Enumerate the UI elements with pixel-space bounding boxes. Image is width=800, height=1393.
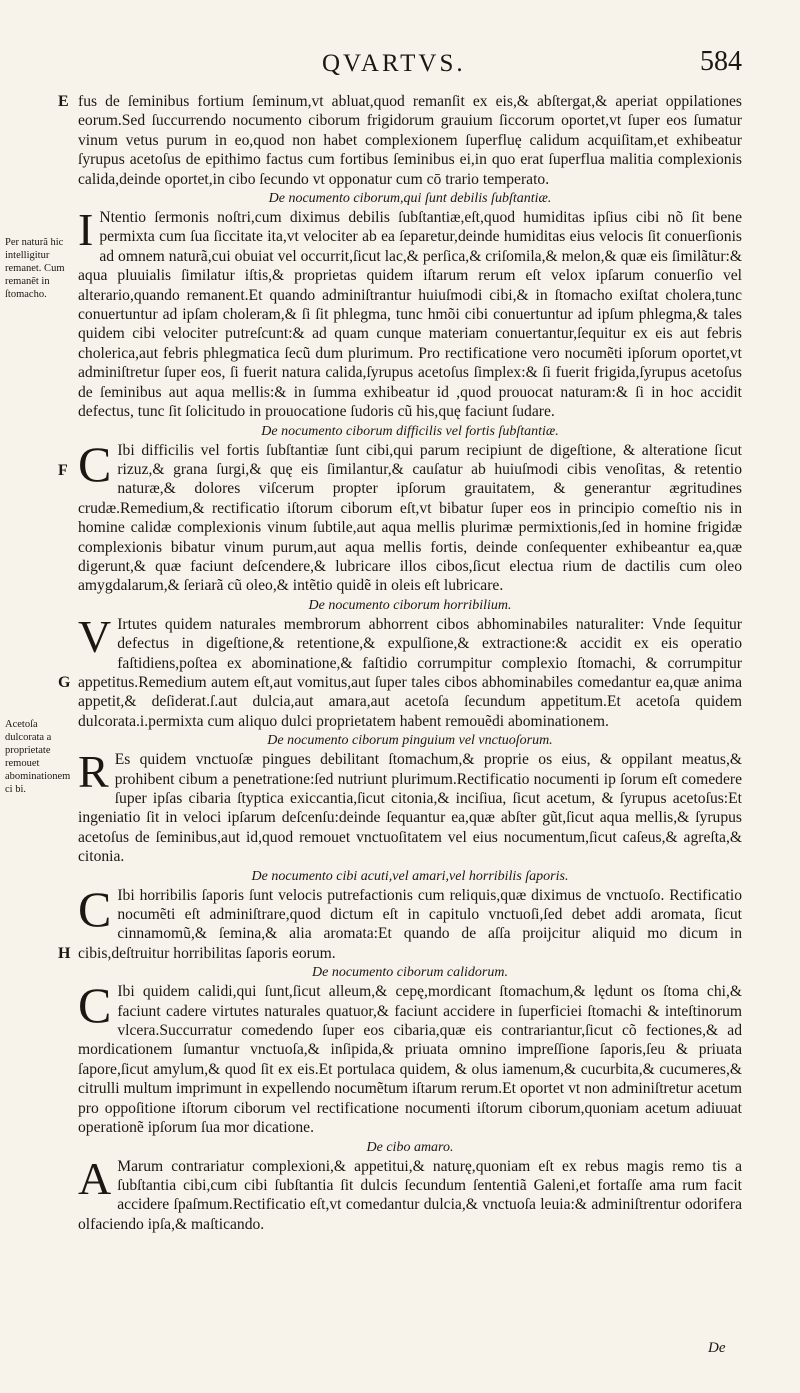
initial-letter: V (78, 610, 112, 662)
initial-letter: A (78, 1152, 112, 1204)
section-heading: De nocumento ciborum,qui ſunt debilis ſubſtantiæ. (268, 191, 552, 207)
margin-note: Per naturã hic intelligitur remanet. Cum remanẽt in ſtomacho. (5, 237, 65, 300)
paragraph (78, 977, 742, 1137)
margin-letter: F (58, 462, 68, 480)
paragraph-text: Irtutes quidem naturales membrorum abhorrent cibos abhominabiles naturaliter: Vnde ſequitur defectus in digeſtione,& retentione,& expulſione,& extractione:& accidit ex eis operatio faſtidiens,poſtea ex abominatione,& faſtidio corrumpitur complexio ſtomachi, & corrumpitur appetitus.Remedium autem eſt,aut vomitus,aut ſuper tales cibos abhominabiles comedantur ea,quæ anima appetit,& deſiderat.ſ.aut dulcia,aut amara,aut acetoſa ſecundum appetitum.Et acetoſa quidem dulcorata.i.permixta cum aliquo dulci proprietatem habent remouẽdi abominationem. (78, 615, 742, 730)
catchword: De (708, 1340, 726, 1356)
paragraph (78, 1152, 742, 1235)
page-number: 584 (700, 46, 742, 77)
paragraph (78, 435, 742, 596)
section-heading: De cibo amaro. (366, 1139, 454, 1155)
paragraph-text: fus de ſeminibus fortium ſeminum,vt abluat,quod remanſit ex eis,& abſtergat,& aperiat oppilationes eorum.Sed ſuccurrendo nocumento ciborum frigidorum grauium ſiccorum oportet,vt ſuper eos ſumatur vinum vetus purum in eo,quod non habet complexionem ſuperfluę calidum acquiſitam,et exhibeatur ſyrupus acetoſus de epithimo factus cum fortibus ſeminibus ei,in quo erat ſuperflua malitia complexionis calida,deinde oportet,in cibo ſecundo vt opponatur cum cō trario temperato. (78, 93, 742, 188)
section-heading: De nocumento ciborum pinguium vel vnctuoſorum. (267, 733, 553, 749)
initial-letter: I (78, 204, 94, 256)
paragraph-text: Marum contrariatur complexioni,& appetitui,& naturę,quoniam eſt ex rebus magis remo tis a ſubſtantia cibi,cum cibi ſubſtantia ſit dulcis ſecundum ſententiã Galeni,et fortaſſe ama rum facit accidere ſpaſmum.Rectificatio eſt,vt comedantur dulcia,& vnctuoſa leuia:& adminiſtrentur odorifera olfaciendo ipſa,& maſticando. (78, 1157, 742, 1233)
initial-letter: R (78, 746, 109, 798)
section-heading: De nocumento ciborum difficilis vel fortis ſubſtantiæ. (261, 423, 559, 439)
margin-letter: E (58, 93, 69, 110)
initial-letter: C (78, 435, 112, 492)
paragraph-text: Ibi horribilis ſaporis ſunt velocis putrefactionis cum reliquis,quæ diximus de vnctuoſo. Rectificatio nocumẽti eſt adminiſtrare,quod dictum eſt in capitulo vnctuoſi,ſed debet addi aromata, ſicut cinnamomũ,& ſemina,& alia aromata:Et quando de aſſa proijcitur aliquid mo dicum in cibis,deſtruitur horribilitas ſaporis eorum. (78, 886, 742, 962)
initial-letter: C (78, 977, 112, 1034)
margin-note: Acetoſa dulcorata a proprietate remouet abominationem ci bi. (5, 719, 71, 795)
paragraph-text: Es quidem vnctuoſæ pingues debilitant ſtomachum,& proprie os eius, & oppilant meatus,& prohibent cibum a penetratione:ſed nutriunt plurimum.Rectificatio nocumenti ip ſorum eſt comedere ſuper ipſas cibaria ſtyptica exiccantia,ſicut citonia,& inciſiua, ſicut acetum, & ſyrupus acetoſus:Et ingeniatio ſit in veloci ipſarum deſcenſu:deinde ſequantur ea,quæ abſter gũt,ſicut aqua mellis,& ſyrupus acetoſus de ſeminibus,aut id,quod remouet vnctuoſitatem vel eius nocumentum,ſicut caſeus,& agreſta,& citonia. (78, 751, 742, 866)
margin-letter: G (58, 673, 71, 691)
paragraph (58, 880, 742, 964)
running-head: QVARTVS. (322, 50, 466, 77)
paragraph (58, 92, 742, 189)
paragraph-text: Ibi quidem calidi,qui ſunt,ſicut alleum,& cepę,mordicant ſtomachum,& lędunt os ſtoma chi,& faciunt cadere virtutes naturales quatuor,& faciunt accidere in ſuperficiei ſtomachi & inteſtinorum vlcera.Succurratur comedendo ſuper eos cibaria,quæ eis contrariantur,ſicut cõ fectiones,& ad mordicationem ſumantur vnctuoſa,& inſipida,& priuata omnino impreſſione ſaporis,ſeu & priuata ſapore,ſicut amylum,& quod ſit ex eis.Et portulaca quidem, & olus iamenum,& cucurbita,& cucumeres,& citrulli multum imprimunt in expellendo nocumẽtum iſtarum rerum.Et oportet vt non adminiſtretur acetum pro oppoſitione iſtorum ciborum vel rectificatione nocumenti iſtorum ciborum,quoniam acetum adiuuat operationẽ ipſorum ſua mor dicatione. (78, 983, 742, 1137)
section-heading: De nocumento ciborum calidorum. (312, 965, 508, 981)
section-heading: De nocumento ciborum horribilium. (308, 597, 512, 613)
margin-letter: H (58, 944, 71, 962)
initial-letter: C (78, 880, 112, 937)
paragraph (78, 746, 742, 866)
main-text-column (58, 92, 742, 1234)
section-heading: De nocumento cibi acuti,vel amari,vel horribilis ſaporis. (251, 868, 569, 884)
paragraph (58, 610, 742, 731)
paragraph-text: Ntentio ſermonis noſtri,cum diximus debilis ſubſtantiæ,eſt,quod humiditas ipſius cibi nõ ſit bene permixta cum ſua ſiccitate ita,vt velociter ab ea ſeparetur,deinde humiditas eius velocis ſit conuerſionis ad omnem naturã,cui obuiat vel occurrit,ſicut lac,& perſica,& criſomila,& melon,& quæ eis ſimilãtur:& aqua pluuialis ſimilatur iſtis,& proprietas quidem iſtarum rerum eſt velox ipſarum conuerſio vel alterario,quando remanent.Et quando adminiſtrantur huiuſmodi cibi,& in ſtomacho exiſtat cholera,tunc conuertuntur ad ipſam choleram,& ſi ſit phlegma, tunc hmõi cibi conuertuntur ad ipſum phlegma,& tales quidem cibi velociter putreſcunt:& ad quam cunque materiam conuertantur,ſequitur ex eis aut febris cholerica,aut febris phlegmatica ſecũ dum plurimum. Pro rectificatione vero nocumẽti ipſorum oportet,vt adminiſtretur ſuper eos, ſi fuerit natura calida,ſyrupus acetoſus ſimplex:& ſi fuerit frigida,ſyrupus acetoſus de ſeminibus aut aqua mellis:& in ſumma exhibeatur id ,quod prouocat naturam:& ſi in hoc accidit defectus, tunc ſit ſolicitudo in prouocatione ſudoris cũ his,quę faciunt ſudare. (78, 209, 742, 421)
paragraph-text: Ibi difficilis vel fortis ſubſtantiæ ſunt cibi,qui parum recipiunt de digeſtione, & alteratione ſicut rizuz,& grana ſurgi,& quę eis ſimilantur,& cauſatur ab huiuſmodi cibis venoſitas, & retentio naturæ,& dolores viſcerum propter ipſorum grauitatem, & generantur ægritudines crudæ.Remedium,& rectificatio iſtorum ciborum eſt,vt bibatur ſuper eos in principio comeſtio nis in homine calidæ complexionis vinum ſubtile,aut aqua mellis plurimæ permixtionis,ſed in homine frigidæ complexionis bibatur vinum purum,aut aqua mellis fortis, deinde conſequenter exhibeantur ea,quæ digerunt,& quæ faciunt deſcendere,& lubricare illos cibos,ſicut electua rium de dactilis cum oleo amygdalarum,& ſeriarã cũ oleo,& intẽtio quidẽ in oleis eſt lubricare. (78, 441, 742, 595)
